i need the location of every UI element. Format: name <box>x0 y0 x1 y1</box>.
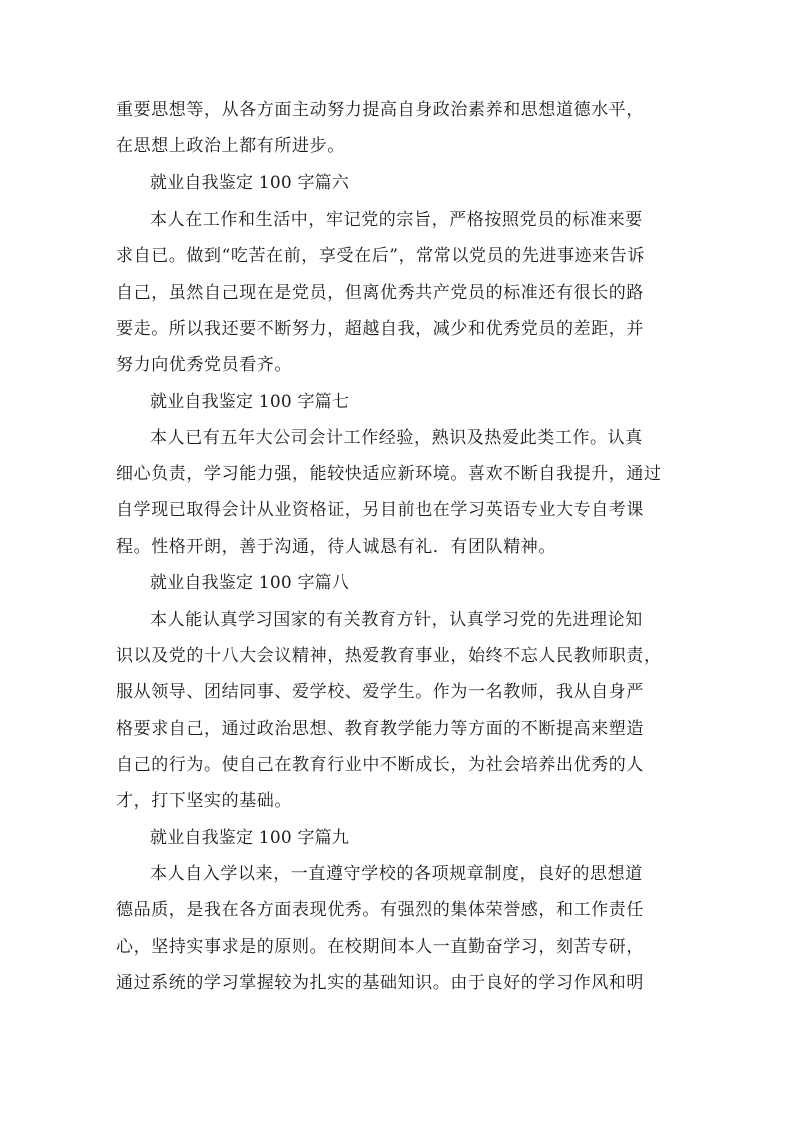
text-line: 格要求自己，通过政治思想、教育教学能力等方面的不断提高来塑造 <box>116 719 644 739</box>
text-line: 重要思想等，从各方面主动努力提高自身政治素养和思想道德水平， <box>116 100 644 120</box>
section-heading: 就业自我鉴定 100 字篇六 <box>150 173 350 193</box>
text-line: 程。性格开朗，善于沟通，待人诚恳有礼．有团队精神。 <box>116 537 556 557</box>
text-line: 识以及党的十八大会议精神，热爱教育事业，始终不忘人民教师职责， <box>116 646 662 666</box>
text-line: 服从领导、团结同事、爱学校、爱学生。作为一名教师，我从自身严 <box>116 682 644 702</box>
text-line: 努力向优秀党员看齐。 <box>116 355 292 375</box>
text-line: 自学现已取得会计从业资格证，另目前也在学习英语专业大专自考课 <box>116 500 644 520</box>
text-line: 细心负责，学习能力强，能较快适应新环境。喜欢不断自我提升，通过 <box>116 464 662 484</box>
text-line: 要走。所以我还要不断努力，超越自我，减少和优秀党员的差距，并 <box>116 319 644 339</box>
text-line: 自己，虽然自己现在是党员，但离优秀共产党员的标准还有很长的路 <box>116 283 644 303</box>
text-line: 在思想上政治上都有所进步。 <box>116 136 345 156</box>
text-line: 通过系统的学习掌握较为扎实的基础知识。由于良好的学习作风和明 <box>116 973 644 993</box>
text-line: 心，坚持实事求是的原则。在校期间本人一直勤奋学习，刻苦专研， <box>116 937 644 957</box>
section-heading: 就业自我鉴定 100 字篇八 <box>150 573 350 593</box>
text-line: 求自已。做到“吃苦在前，享受在后”，常常以党员的先进事迹来告诉 <box>116 246 645 266</box>
text-line: 本人已有五年大公司会计工作经验，熟识及热爱此类工作。认真 <box>150 428 643 448</box>
text-line: 本人能认真学习国家的有关教育方针，认真学习党的先进理论知 <box>150 610 643 630</box>
text-line: 德品质，是我在各方面表现优秀。有强烈的集体荣誉感，和工作责任 <box>116 900 644 920</box>
section-heading: 就业自我鉴定 100 字篇七 <box>150 392 350 412</box>
text-line: 自己的行为。使自己在教育行业中不断成长，为社会培养出优秀的人 <box>116 755 644 775</box>
text-line: 本人自入学以来，一直遵守学校的各项规章制度，良好的思想道 <box>150 864 643 884</box>
text-line: 本人在工作和生活中，牢记党的宗旨，严格按照党员的标准来要 <box>150 210 643 230</box>
text-line: 才，打下坚实的基础。 <box>116 791 292 811</box>
section-heading: 就业自我鉴定 100 字篇九 <box>150 828 350 848</box>
